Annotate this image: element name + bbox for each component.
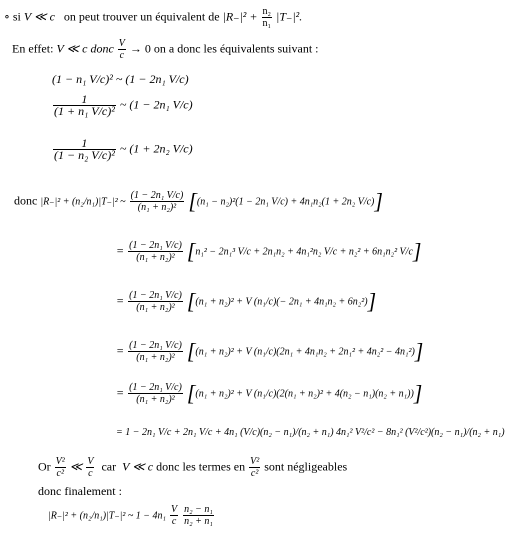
step-3-bracket: (n₁ + n₂)² + V (n₁/c)(2n₁ + 4n₁n₂ + 2n₁² + 4n₂² − 4n₁²) (195, 346, 415, 358)
equivalent-3 (52, 138, 193, 161)
finalement-lhs: |R₋|² + (n₂/n₁)|T₋|² ~ 1 − 4n₁ (48, 510, 166, 522)
effet-line (12, 38, 319, 61)
donc-line: donc |R₋|² + (n₂/n₁)|T₋|² ~ $\frac{\text{(1 − 2n₁ V/c)}}{\text{(n₁ + n₂)²}}$ [(n₁ − n₂)²(1 − 2n₁ V/c) + 4n₁n₂(1 + 2n₂ V/c)] (14, 188, 383, 214)
donc-lhs: |R₋|² + (n₂/n₁)|T₋|² ~ (40, 196, 126, 208)
equivalent-2-fraction: $\frac{1}{\text{(1 + n₁ V/c)²}}$ (54, 92, 115, 118)
equivalent-2-rhs: ~ (1 − 2n₁ V/c) (119, 97, 193, 112)
equivalent-1 (52, 72, 189, 86)
intro-ratio: $\frac{\text{n₂}}{\text{n₁}}$ (262, 6, 272, 29)
finalement-result (48, 504, 215, 527)
step-4: = $\frac{\text{(1 − 2n₁ V/c)}}{\text{(n₁ + n₂)²}}$ [(n₁ + n₂)² + V (n₁/c)(2(n₁ + n₂)² + 4(n₂ − n₁)(n₂ + n₁))] (116, 380, 423, 406)
step-4-fraction: $\frac{\text{(1 − 2n₁ V/c)}}{\text{(n₁ + n₂)²}}$ (129, 382, 182, 405)
step-4-eq: = (116, 385, 125, 400)
finalement-fraction: $\frac{\text{n₂ − n₁}}{\text{n₂ + n₁}}$ (184, 504, 213, 527)
donc-bracket: (n₁ − n₂)²(1 − 2n₁ V/c) + 4n₁n₂(1 + 2n₂ V/c) (196, 196, 375, 208)
finalement-label: donc finalement : (38, 484, 122, 498)
step-2-bracket: (n₁ + n₂)² + V (n₁/c)(− 2n₁ + 4n₁n₂ + 6n₂²) (195, 296, 368, 308)
step-2-eq: = (116, 293, 125, 308)
or-line: Or $\frac{\text{V²}}{\text{c²}}$ ≪ $\frac{V}{c}$ car V ≪ c donc les termes en $\frac{\text{V²}}{\text{c²}}$ sont négligeables (38, 456, 348, 479)
or-lead: Or (38, 459, 51, 474)
intro-line (4, 6, 302, 29)
step-2-fraction: $\frac{\text{(1 − 2n₁ V/c)}}{\text{(n₁ + n₂)²}}$ (129, 290, 182, 313)
or-middle: donc les termes en (156, 459, 246, 474)
equivalent-3-fraction: $\frac{1}{\text{(1 − n₂ V/c)²}}$ (54, 136, 115, 162)
step-3-eq: = (116, 343, 125, 358)
donc-fraction: $\frac{\text{(1 − 2n₁ V/c)}}{\text{(n₁ + n₂)²}}$ (130, 190, 184, 213)
or-car: car (101, 459, 117, 474)
or-ratio: $\frac{V}{c}$ (87, 456, 94, 479)
step-1-fraction: $\frac{\text{(1 − 2n₁ V/c)}}{\text{(n₁ + n₂)²}}$ (129, 240, 182, 263)
effet-condition: V ≪ c donc (56, 41, 114, 56)
intro-condition: V ≪ c (23, 9, 55, 24)
bullet-icon: ∘ (4, 9, 10, 24)
effet-tail: → 0 on a donc les équivalents suivant : (129, 41, 319, 56)
equivalent-1-rhs: ~ (1 − 2n₁ V/c) (115, 72, 189, 86)
effet-lead: En effet: (12, 41, 54, 56)
effet-ratio: $\frac{V}{c}$ (118, 38, 125, 61)
step-1-bracket: n₁² − 2n₁³ V/c + 2n₁n₂ + 4n₁²n₂ V/c + n₂² + 6n₁n₂² V/c (195, 246, 413, 258)
step-1-eq: = (116, 243, 125, 258)
intro-si: si (12, 9, 21, 24)
or-ratio-squared: $\frac{\text{V²}}{\text{c²}}$ (55, 456, 65, 479)
step-1: = $\frac{\text{(1 − 2n₁ V/c)}}{\text{(n₁ + n₂)²}}$ [n₁² − 2n₁³ V/c + 2n₁n₂ + 4n₁²n₂ V/c + n₂² + 6n₁n₂² V/c] (116, 238, 422, 264)
step-3-fraction: $\frac{\text{(1 − 2n₁ V/c)}}{\text{(n₁ + n₂)²}}$ (129, 340, 182, 363)
or-condition: V ≪ c (122, 459, 154, 474)
finalement-ratio: $\frac{V}{c}$ (171, 504, 178, 527)
or-terms: $\frac{\text{V²}}{\text{c²}}$ (250, 456, 260, 479)
intro-expr-head: |R₋|² + (222, 9, 258, 24)
step-3: = $\frac{\text{(1 − 2n₁ V/c)}}{\text{(n₁ + n₂)²}}$ [(n₁ + n₂)² + V (n₁/c)(2n₁ + 4n₁n₂ + 2n₁² + 4n₂² − 4n₁²)] (116, 338, 424, 364)
step-2: = $\frac{\text{(1 − 2n₁ V/c)}}{\text{(n₁ + n₂)²}}$ [(n₁ + n₂)² + V (n₁/c)(− 2n₁ + 4n₁n₂ + 6n₂²)] (116, 288, 377, 314)
donc-label: donc (14, 193, 38, 208)
or-tail: sont négligeables (264, 459, 348, 474)
step-4-bracket: (n₁ + n₂)² + V (n₁/c)(2(n₁ + n₂)² + 4(n₂ − n₁)(n₂ + n₁)) (195, 388, 414, 400)
final-line: = 1 − 2n₁ V/c + 2n₁ V/c + 4n₁ (V/c)(n₂ − n₁)/(n₂ + n₁) 4n₁² V²/c² − 8n₁² (V²/c²)(n₂ − n₁)/(n₂ + n₁) (116, 427, 505, 438)
equivalent-1-lhs: (1 − n₁ V/c)² (52, 72, 113, 86)
intro-expr-tail: |T₋|². (276, 9, 303, 24)
equivalent-2 (52, 94, 193, 117)
intro-text: on peut trouver un équivalent de (63, 9, 220, 24)
equivalent-3-rhs: ~ (1 + 2n₂ V/c) (119, 141, 193, 156)
